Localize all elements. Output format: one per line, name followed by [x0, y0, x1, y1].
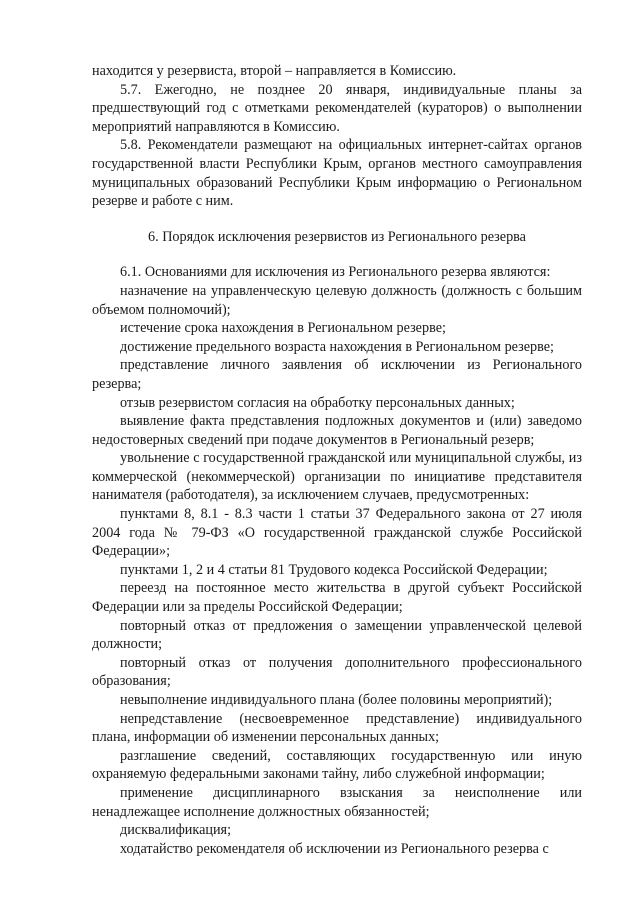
- list-item-plan-failure: невыполнение индивидуального плана (более половины мероприятий);: [120, 692, 553, 708]
- list-item-position-refusal: повторный отказ от предложения о замещении управленческой целевой должности;: [92, 617, 582, 653]
- paragraph-6-1: 6.1. Основаниями для исключения из Регионального резерва являются:: [120, 264, 551, 281]
- list-item-appointment: назначение на управленческую целевую должность (должность с большим объемом полномочий);: [92, 282, 582, 318]
- list-item-labor-code: пунктами 1, 2 и 4 статьи 81 Трудового кодекса Российской Федерации;: [120, 561, 548, 578]
- list-item-forged-documents: выявление факта представления подложных документов и (или) заведомо недостоверных сведений при подаче документов в Региональный резерв;: [92, 413, 582, 448]
- list-item-disqualification: дисквалификация;: [120, 822, 232, 839]
- list-item-consent-withdrawal: отзыв резервистом согласия на обработку персональных данных;: [120, 394, 515, 411]
- list-item-personal-request: представление личного заявления об исключении из Регионального резерва;: [92, 357, 582, 392]
- list-item-education-refusal: повторный отказ от получения дополнительного профессионального образования;: [92, 654, 582, 690]
- document-page: [92, 62, 582, 858]
- paragraph-5-7: 5.7. Ежегодно, не позднее 20 января, индивидуальные планы за предшествующий год с отметками рекомендателей (кураторов) о выполнении мероприятий направляются в Комиссию.: [92, 81, 582, 135]
- paragraph-continuation: находится у резервиста, второй – направляется в Комиссию.: [92, 63, 457, 79]
- paragraph-5-8: 5.8. Рекомендатели размещают на официальных интернет-сайтах органов государственной власти Республики Крым, органов местного самоуправления муниципальных образований Республики Крым информацию о Региональном резерве и работе с ним.: [92, 137, 582, 210]
- list-item-relocation: переезд на постоянное место жительства в другой субъект Российской Федерации или за пределы Российской Федерации;: [92, 580, 582, 616]
- list-item-age-limit: достижение предельного возраста нахождения в Региональном резерве;: [120, 338, 554, 355]
- section-heading: 6. Порядок исключения резервистов из Регионального резерва: [148, 228, 526, 245]
- list-item-plan-not-submitted: непредставление (несвоевременное представление) индивидуального плана, информации об изменении персональных данных;: [92, 710, 582, 746]
- list-item-term-expiry: истечение срока нахождения в Региональном резерве;: [120, 320, 446, 337]
- list-item-dismissal: увольнение с государственной гражданской или муниципальной службы, из коммерческой (некоммерческой) организации по инициативе представителя нанимателя (работодателя), за исключением случаев, предусмотренных:: [92, 450, 582, 504]
- list-item-disciplinary: применение дисциплинарного взыскания за неисполнение или ненадлежащее исполнение должностных обязанностей;: [92, 784, 582, 820]
- list-item-law-79fz: пунктами 8, 8.1 - 8.3 части 1 статьи 37 Федерального закона от 27 июля 2004 года № 79-ФЗ «О государственной гражданской службе Российской Федерации»;: [92, 506, 582, 560]
- list-item-secret-disclosure: разглашение сведений, составляющих государственную или иную охраняемую федеральными законами тайну, либо служебной информации;: [92, 747, 582, 783]
- list-item-recommender-petition: ходатайство рекомендателя об исключении из Регионального резерва с: [120, 840, 549, 857]
